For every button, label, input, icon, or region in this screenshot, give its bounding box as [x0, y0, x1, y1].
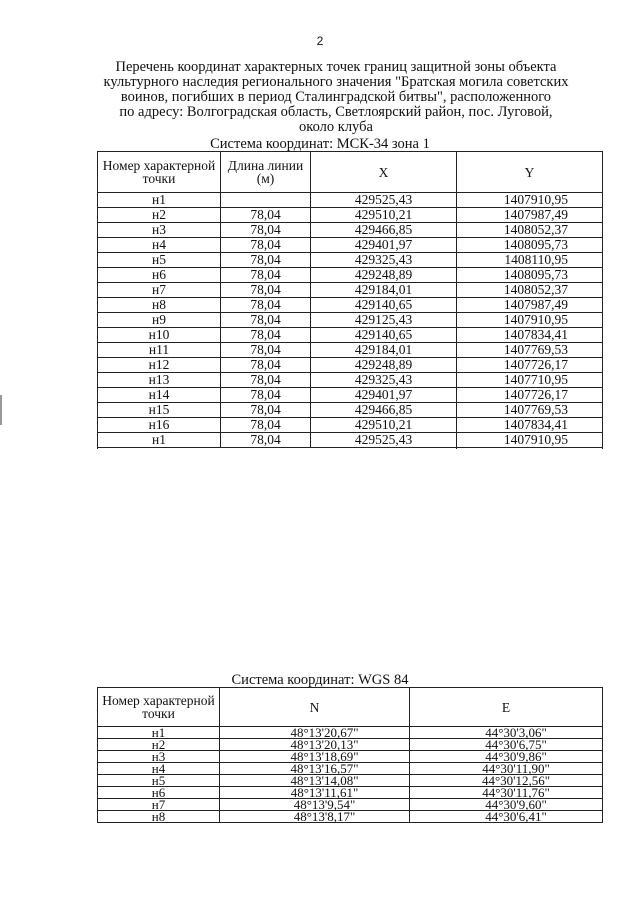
- y-cell: 1408052,37: [457, 223, 603, 238]
- y-cell: 1407769,53: [457, 343, 603, 358]
- table-row: [98, 418, 603, 433]
- y-cell: 1407726,17: [457, 358, 603, 373]
- e-cell: 44°30'6,41": [410, 811, 603, 823]
- x-cell: 429140,65: [311, 298, 457, 313]
- table-row: [98, 238, 603, 253]
- y-cell: 1407910,95: [457, 313, 603, 328]
- table2-body: [98, 727, 603, 823]
- header-n: N: [220, 688, 410, 727]
- document-heading: [96, 60, 576, 135]
- point-id-cell: н7: [98, 283, 221, 298]
- header-y: Y: [457, 152, 603, 193]
- table-row: [98, 193, 603, 208]
- x-cell: 429525,43: [311, 433, 457, 448]
- x-cell: 429510,21: [311, 208, 457, 223]
- y-cell: 1407710,95: [457, 373, 603, 388]
- line-length-cell: 78,04: [221, 403, 311, 418]
- header-point-number: Номер характерной точки: [98, 688, 220, 727]
- point-id-cell: н2: [98, 739, 220, 751]
- scan-edge-mark: [0, 395, 2, 425]
- x-cell: 429510,21: [311, 418, 457, 433]
- point-id-cell: н4: [98, 238, 221, 253]
- n-cell: 48°13'16,57": [220, 763, 410, 775]
- y-cell: 1407910,95: [457, 433, 603, 448]
- line-length-cell: 78,04: [221, 238, 311, 253]
- point-id-cell: н8: [98, 811, 220, 823]
- n-cell: 48°13'11,61": [220, 787, 410, 799]
- table-row: [98, 268, 603, 283]
- heading-line: Перечень координат характерных точек границ защитной зоны объекта: [115, 59, 557, 75]
- page-number: 2: [316, 34, 324, 48]
- point-id-cell: н9: [98, 313, 221, 328]
- point-id-cell: н11: [98, 343, 221, 358]
- table-row: [98, 208, 603, 223]
- x-cell: 429184,01: [311, 343, 457, 358]
- x-cell: 429140,65: [311, 328, 457, 343]
- table-row: [98, 433, 603, 448]
- header-line-length: Длина линии (м): [221, 152, 311, 193]
- x-cell: 429401,97: [311, 238, 457, 253]
- table-row: [98, 811, 603, 823]
- point-id-cell: н16: [98, 418, 221, 433]
- point-id-cell: н12: [98, 358, 221, 373]
- line-length-cell: 78,04: [221, 433, 311, 448]
- x-cell: 429401,97: [311, 388, 457, 403]
- y-cell: 1407726,17: [457, 388, 603, 403]
- line-length-cell: 78,04: [221, 373, 311, 388]
- e-cell: 44°30'3,06": [410, 727, 603, 739]
- point-id-cell: н2: [98, 208, 221, 223]
- table1-body: [98, 193, 603, 448]
- x-cell: 429248,89: [311, 358, 457, 373]
- table-row: [98, 358, 603, 373]
- heading-line: около клуба: [299, 119, 373, 135]
- line-length-cell: 78,04: [221, 298, 311, 313]
- line-length-cell: 78,04: [221, 313, 311, 328]
- table-header-row: [98, 152, 603, 193]
- table-row: [98, 403, 603, 418]
- point-id-cell: н13: [98, 373, 221, 388]
- n-cell: 48°13'8,17": [220, 811, 410, 823]
- e-cell: 44°30'9,60": [410, 799, 603, 811]
- length-empty-cell: [221, 193, 311, 208]
- e-cell: 44°30'11,76": [410, 787, 603, 799]
- n-cell: 48°13'14,08": [220, 775, 410, 787]
- heading-line: по адресу: Волгоградская область, Светлоярский район, пос. Луговой,: [119, 104, 553, 120]
- y-cell: 1407987,49: [457, 208, 603, 223]
- table-row: [98, 253, 603, 268]
- x-cell: 429466,85: [311, 223, 457, 238]
- y-cell: 1408110,95: [457, 253, 603, 268]
- x-cell: 429325,43: [311, 253, 457, 268]
- line-length-cell: 78,04: [221, 208, 311, 223]
- point-id-cell: н1: [98, 433, 221, 448]
- point-id-cell: н3: [98, 223, 221, 238]
- y-cell: 1408095,73: [457, 238, 603, 253]
- table2-caption: Система координат: WGS 84: [231, 672, 409, 688]
- y-cell: 1407987,49: [457, 298, 603, 313]
- line-length-cell: 78,04: [221, 418, 311, 433]
- point-id-cell: н1: [98, 193, 221, 208]
- y-cell: 1407910,95: [457, 193, 603, 208]
- point-id-cell: н7: [98, 799, 220, 811]
- e-cell: 44°30'11,90": [410, 763, 603, 775]
- n-cell: 48°13'20,67": [220, 727, 410, 739]
- table-header-row: [98, 688, 603, 727]
- table-row: [98, 223, 603, 238]
- point-id-cell: н5: [98, 775, 220, 787]
- e-cell: 44°30'6,75": [410, 739, 603, 751]
- table-row: [98, 328, 603, 343]
- table-row: [98, 298, 603, 313]
- point-id-cell: н6: [98, 787, 220, 799]
- heading-line: культурного наследия регионального значения "Братская могила советских: [103, 74, 569, 90]
- n-cell: 48°13'9,54": [220, 799, 410, 811]
- y-cell: 1408095,73: [457, 268, 603, 283]
- n-cell: 48°13'20,13": [220, 739, 410, 751]
- table-row: [98, 283, 603, 298]
- e-cell: 44°30'9,86": [410, 751, 603, 763]
- header-e: E: [410, 688, 603, 727]
- y-cell: 1407834,41: [457, 328, 603, 343]
- point-id-cell: н3: [98, 751, 220, 763]
- e-cell: 44°30'12,56": [410, 775, 603, 787]
- msk34-coordinates-table: [97, 151, 603, 448]
- point-id-cell: н6: [98, 268, 221, 283]
- point-id-cell: н4: [98, 763, 220, 775]
- wgs84-coordinates-table: [97, 687, 603, 823]
- line-length-cell: 78,04: [221, 283, 311, 298]
- header-x: X: [311, 152, 457, 193]
- n-cell: 48°13'18,69": [220, 751, 410, 763]
- table1-caption: Система координат: МСК-34 зона 1: [210, 136, 430, 152]
- table-row: [98, 313, 603, 328]
- line-length-cell: 78,04: [221, 388, 311, 403]
- header-point-number: Номер характерной точки: [98, 152, 221, 193]
- point-id-cell: н14: [98, 388, 221, 403]
- x-cell: 429525,43: [311, 193, 457, 208]
- x-cell: 429325,43: [311, 373, 457, 388]
- y-cell: 1407769,53: [457, 403, 603, 418]
- x-cell: 429184,01: [311, 283, 457, 298]
- line-length-cell: 78,04: [221, 223, 311, 238]
- y-cell: 1407834,41: [457, 418, 603, 433]
- y-cell: 1408052,37: [457, 283, 603, 298]
- point-id-cell: н8: [98, 298, 221, 313]
- table-row: [98, 343, 603, 358]
- line-length-cell: 78,04: [221, 268, 311, 283]
- point-id-cell: н15: [98, 403, 221, 418]
- line-length-cell: 78,04: [221, 343, 311, 358]
- point-id-cell: н10: [98, 328, 221, 343]
- line-length-cell: 78,04: [221, 328, 311, 343]
- x-cell: 429466,85: [311, 403, 457, 418]
- line-length-cell: 78,04: [221, 358, 311, 373]
- point-id-cell: н5: [98, 253, 221, 268]
- table-row: [98, 388, 603, 403]
- x-cell: 429248,89: [311, 268, 457, 283]
- x-cell: 429125,43: [311, 313, 457, 328]
- table-row: [98, 373, 603, 388]
- line-length-cell: 78,04: [221, 253, 311, 268]
- point-id-cell: н1: [98, 727, 220, 739]
- heading-line: воинов, погибших в период Сталинградской битвы", расположенного: [120, 89, 552, 105]
